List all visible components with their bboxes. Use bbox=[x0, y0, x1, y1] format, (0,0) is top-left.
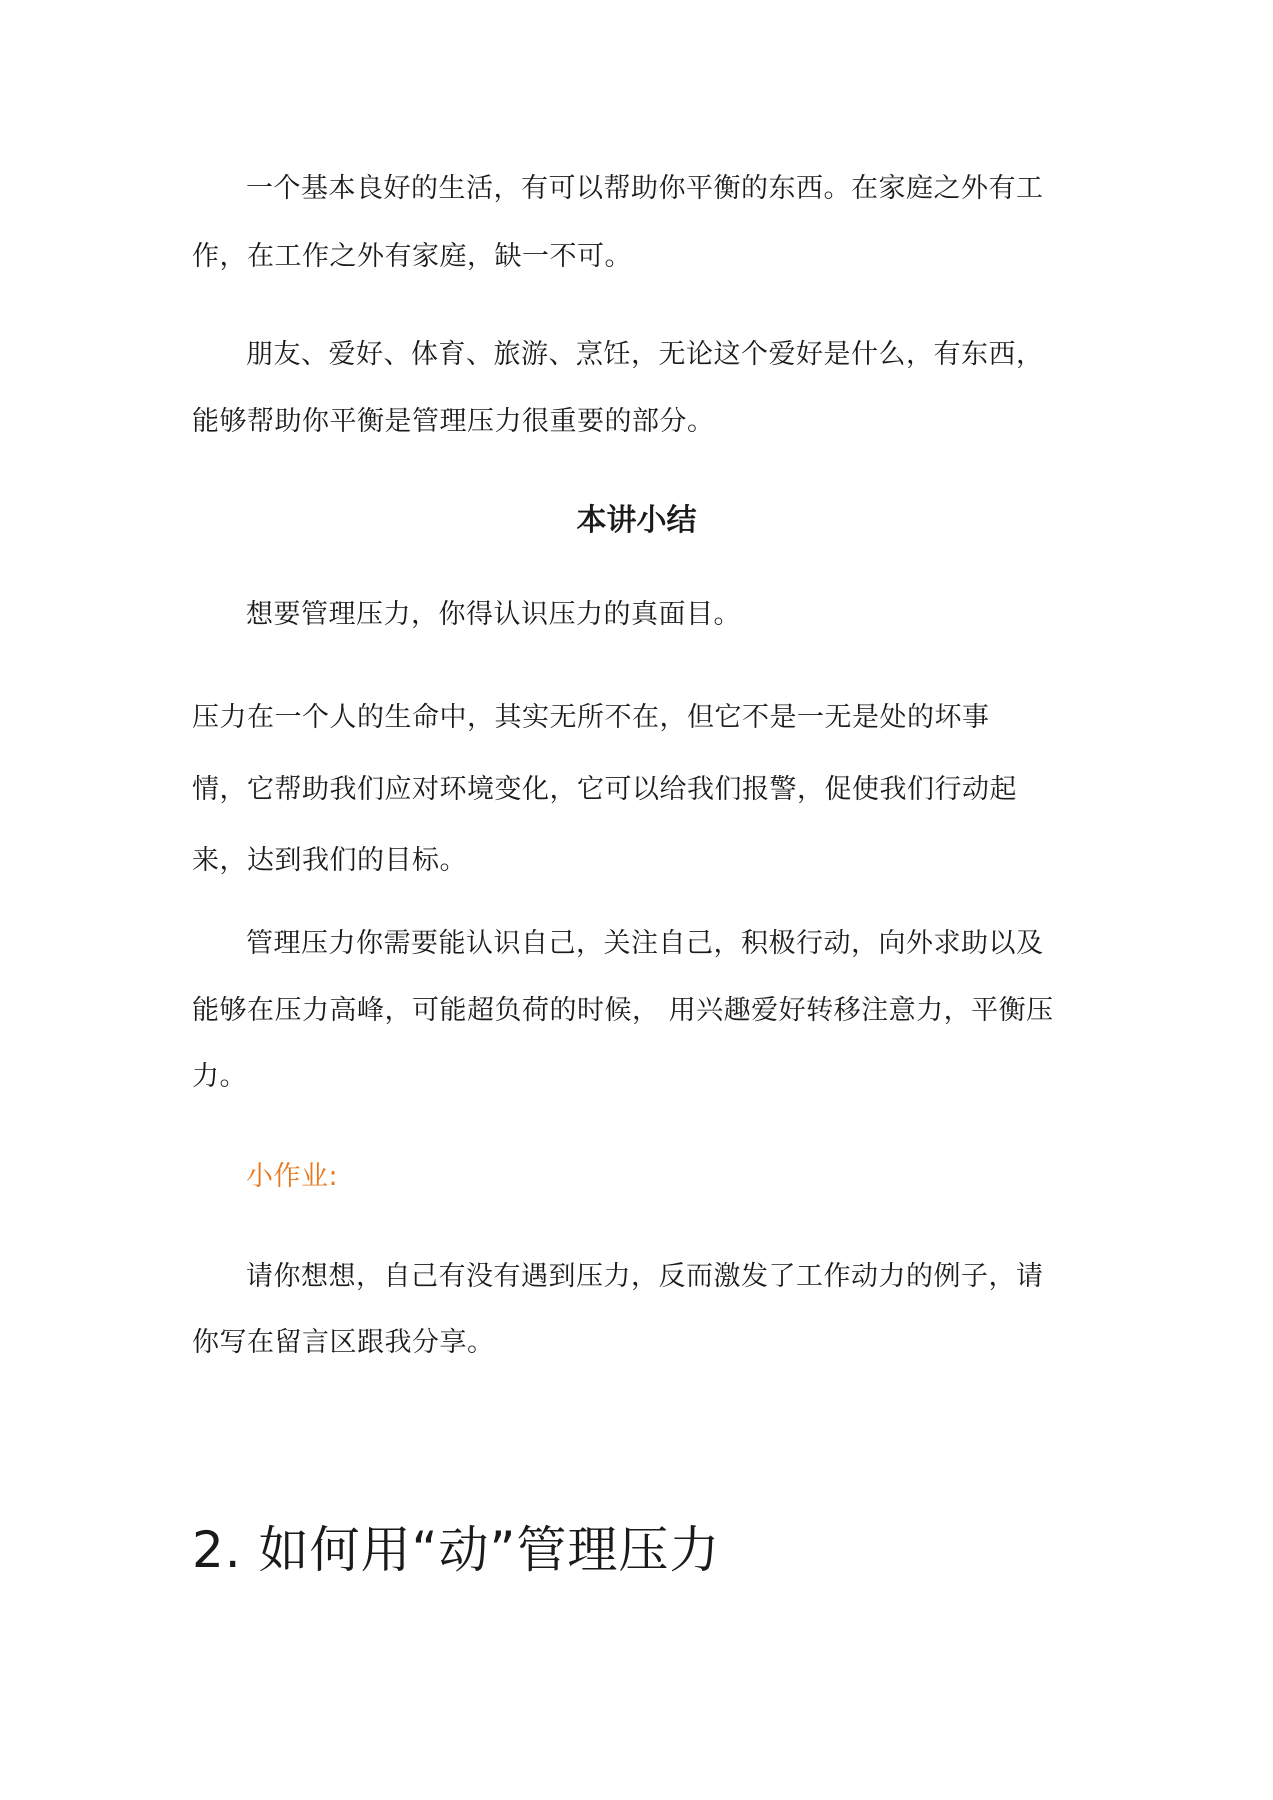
paragraph-5-line-2: 能够在压力高峰，可能超负荷的时候， 用兴趣爱好转移注意力，平衡压 bbox=[192, 995, 1054, 1026]
paragraph-5-line-1: 管理压力你需要能认识自己，关注自己，积极行动，向外求助以及 bbox=[246, 928, 1044, 959]
paragraph-3: 想要管理压力，你得认识压力的真面目。 bbox=[246, 599, 741, 630]
paragraph-2-line-2: 能够帮助你平衡是管理压力很重要的部分。 bbox=[192, 406, 715, 437]
paragraph-4-line-3: 来，达到我们的目标。 bbox=[192, 845, 467, 876]
section-heading: 2. 如何用“动”管理压力 bbox=[192, 1521, 721, 1579]
paragraph-2-line-1: 朋友、爱好、体育、旅游、烹饪，无论这个爱好是什么，有东西， bbox=[246, 339, 1044, 370]
paragraph-4-line-1: 压力在一个人的生命中，其实无所不在，但它不是一无是处的坏事 bbox=[192, 702, 990, 733]
paragraph-1-line-1: 一个基本良好的生活，有可以帮助你平衡的东西。在家庭之外有工 bbox=[246, 173, 1044, 204]
homework-label: 小作业: bbox=[246, 1161, 339, 1192]
paragraph-6-line-2: 你写在留言区跟我分享。 bbox=[192, 1327, 495, 1358]
paragraph-4-line-2: 情，它帮助我们应对环境变化，它可以给我们报警，促使我们行动起 bbox=[192, 774, 1017, 805]
paragraph-1-line-2: 作，在工作之外有家庭，缺一不可。 bbox=[192, 241, 632, 272]
paragraph-6-line-1: 请你想想，自己有没有遇到压力，反而激发了工作动力的例子，请 bbox=[246, 1261, 1044, 1292]
paragraph-5-line-3: 力。 bbox=[192, 1061, 247, 1092]
summary-heading: 本讲小结 bbox=[576, 503, 697, 538]
